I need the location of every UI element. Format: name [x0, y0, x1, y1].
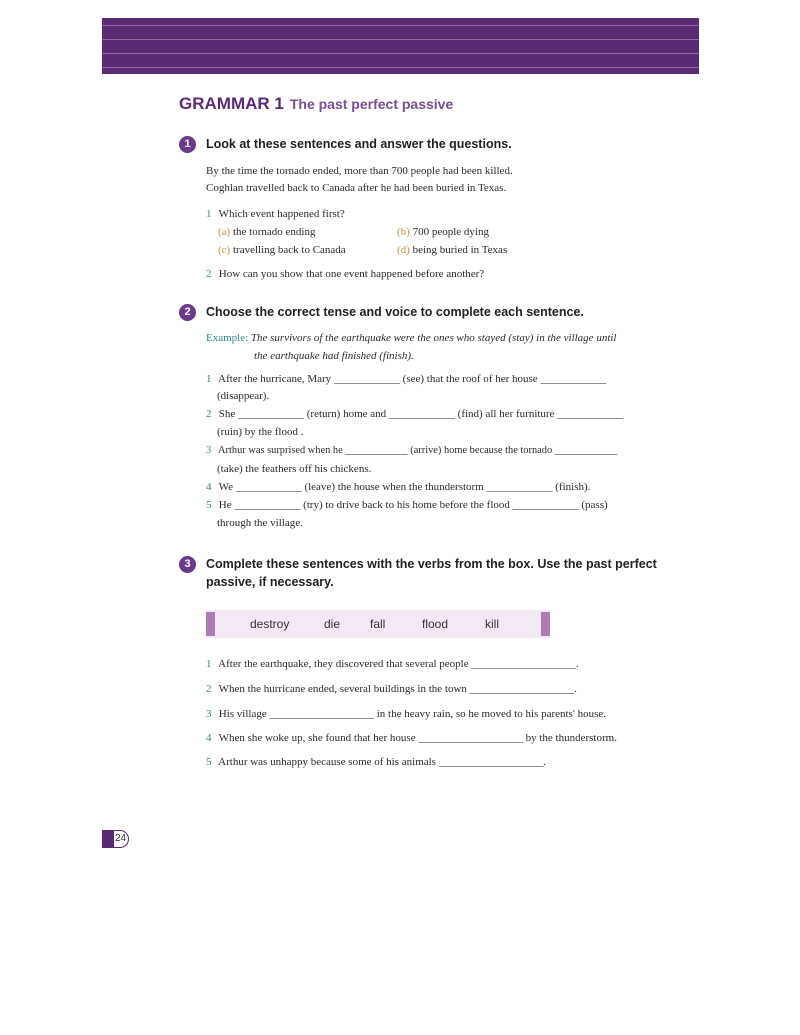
question-2-number: 2 [179, 304, 196, 321]
q3-item-5 [206, 756, 546, 768]
q2-example-label: Example: [206, 332, 249, 344]
q2-item-5-text: He ____________ (try) to drive back to his home before the flood ____________ (pass) [218, 499, 608, 511]
q1-option-d-label: (d) [397, 244, 410, 256]
q3-item-1-text: After the earthquake, they discovered that several people ___________________. [218, 658, 579, 670]
q3-item-3 [206, 708, 606, 720]
question-1-heading: Look at these sentences and answer the questions. [206, 137, 512, 151]
q2-item-2 [206, 408, 623, 420]
q2-item-1-number: 1 [206, 373, 212, 385]
q2-item-1-cont: (disappear). [217, 390, 270, 402]
question-3-number: 3 [179, 556, 196, 573]
q1-option-c-label: (c) [218, 244, 231, 256]
q2-item-3-cont: (take) the feathers off his chickens. [217, 463, 372, 475]
q1-sentence-2: Coghlan travelled back to Canada after he had been buried in Texas. [206, 182, 507, 194]
verb-word: die [324, 617, 341, 631]
q3-item-2-number: 2 [206, 683, 212, 695]
q3-item-2 [206, 683, 577, 695]
grammar-subtitle: The past perfect passive [289, 96, 454, 112]
q3-item-3-number: 3 [206, 708, 212, 720]
q3-item-3-text: His village ___________________ in the heavy rain, so he moved to his parents' house. [218, 708, 606, 720]
q2-item-2-number: 2 [206, 408, 212, 420]
q3-item-4 [206, 732, 617, 744]
q2-item-3 [206, 445, 617, 456]
q2-item-4-number: 4 [206, 481, 212, 493]
q1-option-a-label: (a) [218, 226, 231, 238]
q2-item-4 [206, 481, 590, 493]
verb-box-left-bar [206, 612, 215, 636]
verb-word: flood [422, 617, 449, 631]
question-1-number: 1 [179, 136, 196, 153]
q1-option-d [397, 244, 507, 256]
q3-item-4-number: 4 [206, 732, 212, 744]
q2-item-5-cont: through the village. [217, 517, 303, 529]
q2-item-5 [206, 499, 608, 511]
q1-option-a [218, 226, 315, 238]
q1-item-2-number: 2 [206, 268, 212, 280]
q2-item-3-text: Arthur was surprised when he ____________ (arrive) home because the tornado ____________ [218, 445, 618, 456]
verb-box-right-bar [541, 612, 550, 636]
q2-example-text-1: The survivors of the earthquake were the ones who stayed (stay) in the village until [250, 332, 617, 344]
q1-option-c-text: travelling back to Canada [232, 244, 346, 256]
q1-option-a-text: the tornado ending [232, 226, 316, 238]
q1-sentence-1: By the time the tornado ended, more than 700 people had been killed. [206, 165, 513, 177]
header-banner [102, 18, 699, 74]
q1-item-1 [206, 208, 345, 220]
question-3-heading-line-1: Complete these sentences with the verbs from the box. Use the past perfect [206, 557, 657, 571]
q3-item-5-number: 5 [206, 756, 212, 768]
verb-word: destroy [250, 617, 290, 631]
q1-option-d-text: being buried in Texas [412, 244, 508, 256]
q1-option-b [397, 226, 489, 238]
q1-option-c [218, 244, 346, 256]
grammar-title: GRAMMAR 1 [179, 94, 284, 113]
q3-item-1-number: 1 [206, 658, 212, 670]
q1-item-2 [206, 268, 484, 280]
q3-item-1 [206, 658, 579, 670]
page-title [179, 94, 453, 114]
q1-item-1-text: Which event happened first? [218, 208, 345, 220]
q2-item-4-text: We ____________ (leave) the house when the thunderstorm ____________ (finish). [218, 481, 591, 493]
q3-item-2-text: When the hurricane ended, several buildings in the town ___________________. [218, 683, 577, 695]
q2-item-1-text: After the hurricane, Mary ____________ (see) that the roof of her house ____________ [218, 373, 607, 385]
verb-box [206, 610, 550, 638]
page-number: 24 [115, 833, 127, 844]
question-2-heading: Choose the correct tense and voice to complete each sentence. [206, 305, 584, 319]
q1-option-b-label: (b) [397, 226, 410, 238]
q2-item-1 [206, 373, 606, 385]
q1-option-b-text: 700 people dying [412, 226, 489, 238]
page-number-badge [102, 830, 129, 848]
q2-example-line-2: the earthquake had finished (finish). [254, 350, 414, 362]
q3-item-4-text: When she woke up, she found that her house ___________________ by the thunderstorm. [218, 732, 617, 744]
q2-item-2-text: She ____________ (return) home and ____________ (find) all her furniture ____________ [218, 408, 624, 420]
q1-item-1-number: 1 [206, 208, 212, 220]
q2-item-5-number: 5 [206, 499, 212, 511]
verb-word: kill [485, 617, 499, 631]
question-3-heading-line-2: passive, if necessary. [206, 575, 334, 589]
q1-item-2-text: How can you show that one event happened before another? [218, 268, 485, 280]
q2-example-line-1 [206, 332, 616, 344]
q2-item-3-number: 3 [206, 445, 212, 456]
q3-item-5-text: Arthur was unhappy because some of his animals ___________________. [218, 756, 546, 768]
verb-word: fall [370, 617, 386, 631]
page-number-badge-fill [103, 831, 114, 847]
q2-item-2-cont: (ruin) by the flood . [217, 426, 304, 438]
